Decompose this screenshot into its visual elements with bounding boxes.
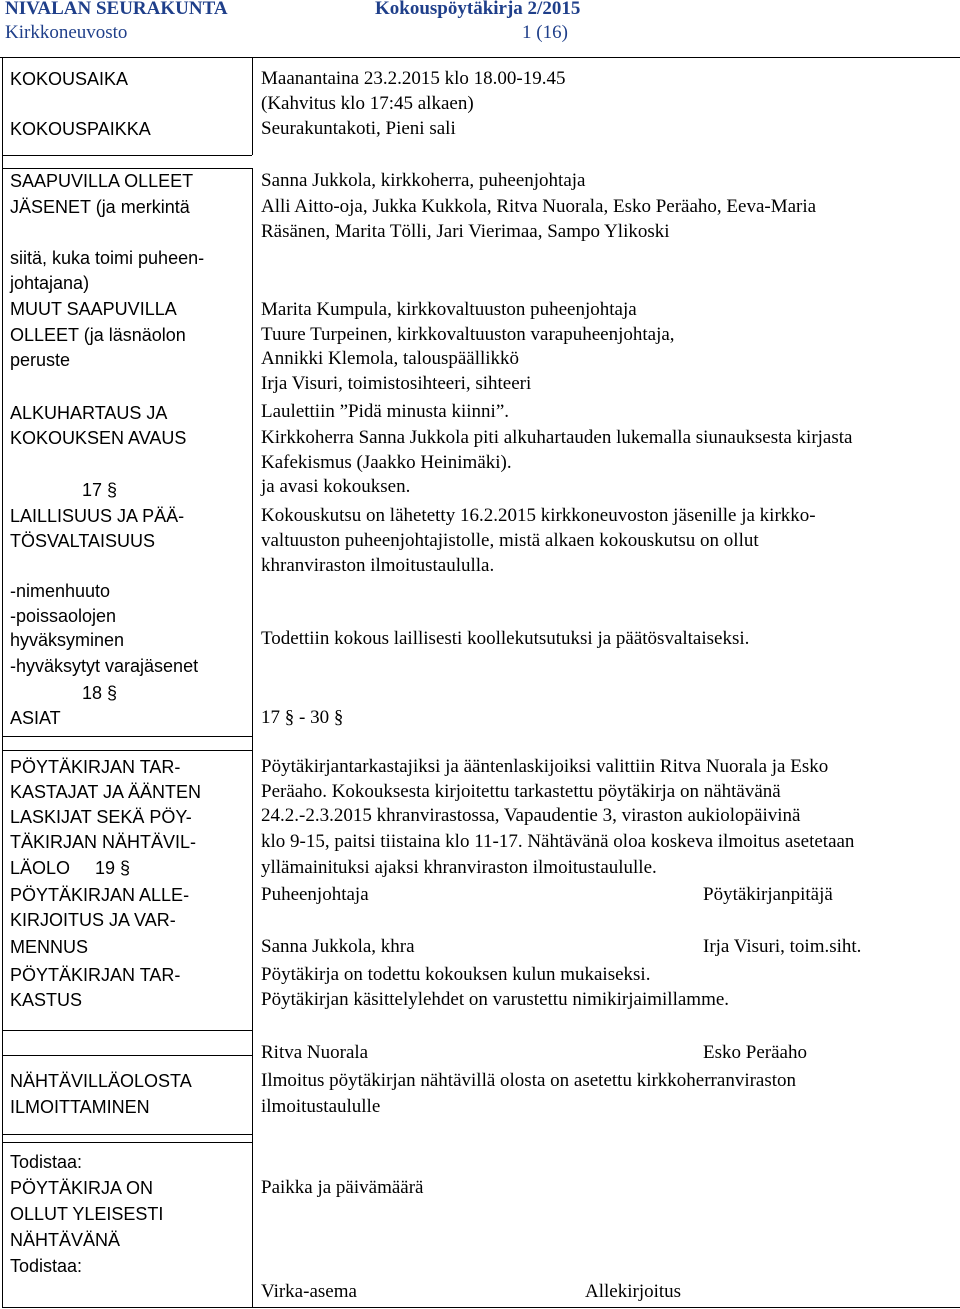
- section-label-legality: TÖSVALTAISUUS: [10, 531, 156, 551]
- reviewers-text: klo 9-15, paitsi tiistaina klo 11-17. Nähtävänä oloa koskeva ilmoitus asetetaan: [261, 831, 855, 852]
- body-name: Kirkkoneuvosto: [5, 22, 128, 43]
- row-divider: [2, 1030, 252, 1031]
- section-label-public: NÄHTÄVÄNÄ: [10, 1230, 121, 1250]
- column-divider: [252, 57, 253, 155]
- section-label-public: PÖYTÄKIRJA ON: [10, 1178, 154, 1198]
- section-label-signature: PÖYTÄKIRJAN ALLE-: [10, 885, 190, 905]
- section-label-paikka: KOKOUSPAIKKA: [10, 119, 151, 139]
- items-range: 17 § - 30 §: [261, 707, 344, 728]
- attest-label: Todistaa:: [10, 1152, 83, 1172]
- section-label-legality: LAILLISUUS JA PÄÄ-: [10, 506, 185, 526]
- section-label-legality: -nimenhuuto: [10, 581, 111, 601]
- table-bottom-border: [2, 1307, 960, 1308]
- section-label-reviewers: KASTAJAT JA ÄÄNTEN: [10, 782, 202, 802]
- review-text: Pöytäkirjan käsittelylehdet on varustettu nimikirjaimillamme.: [261, 989, 730, 1010]
- present-members: Räsänen, Marita Tölli, Jari Vierimaa, Sampo Ylikoski: [261, 221, 670, 242]
- section-label-opening: ALKUHARTAUS JA: [10, 403, 168, 423]
- place-date-field: Paikka ja päivämäärä: [261, 1177, 424, 1198]
- legality-text: Kokouskutsu on lähetetty 16.2.2015 kirkkoneuvoston jäsenille ja kirkko-: [261, 505, 816, 526]
- section-label-items: ASIAT: [10, 708, 61, 728]
- meeting-place: Seurakuntakoti, Pieni sali: [261, 118, 456, 139]
- section-label-notice: NÄHTÄVILLÄOLOSTA: [10, 1071, 192, 1091]
- opening-text: Kafekismus (Jaakko Heinimäki).: [261, 452, 512, 473]
- row-divider: [2, 736, 252, 737]
- org-name: NIVALAN SEURAKUNTA: [5, 0, 228, 19]
- present-chair: Sanna Jukkola, kirkkoherra, puheenjohtaja: [261, 170, 586, 191]
- section-label-present: siitä, kuka toimi puheen-: [10, 248, 205, 268]
- signer-role-secretary: Pöytäkirjanpitäjä: [703, 884, 833, 905]
- coffee-time: (Kahvitus klo 17:45 alkaen): [261, 93, 474, 114]
- legality-text: valtuuston puheenjohtajistolle, mistä alkaen kokouskutsu on ollut: [261, 530, 759, 551]
- page-number: 1 (16): [522, 22, 568, 43]
- reviewers-text: Pöytäkirjantarkastajiksi ja ääntenlaskijoiksi valittiin Ritva Nuorala ja Esko: [261, 756, 829, 777]
- section-label-present: SAAPUVILLA OLLEET: [10, 171, 194, 191]
- section-label-reviewers: TÄKIRJAN NÄHTÄVIL-: [10, 832, 197, 852]
- row-divider: [2, 1134, 252, 1135]
- position-field: Virka-asema: [261, 1281, 357, 1302]
- reviewers-text: Peräaho. Kokouksesta kirjoitettu tarkastettu pöytäkirja on nähtävänä: [261, 781, 781, 802]
- reviewer-name-2: Esko Peräaho: [703, 1042, 807, 1063]
- legality-text: Todettiin kokous laillisesti koollekutsutuksi ja päätösvaltaiseksi.: [261, 628, 750, 649]
- section-label-others: OLLEET (ja läsnäolon: [10, 325, 186, 345]
- other-attendee: Annikki Klemola, talouspäällikkö: [261, 348, 520, 369]
- section-label-present: johtajana): [10, 273, 90, 293]
- section-number: 17 §: [82, 480, 118, 500]
- section-label-legality: -hyväksytyt varajäsenet: [10, 656, 199, 676]
- section-label-public: OLLUT YLEISESTI: [10, 1204, 164, 1224]
- other-attendee: Tuure Turpeinen, kirkkovaltuuston varapuheenjohtaja,: [261, 324, 675, 345]
- review-text: Pöytäkirja on todettu kokouksen kulun mukaiseksi.: [261, 964, 651, 985]
- section-label-review: PÖYTÄKIRJAN TAR-: [10, 965, 181, 985]
- row-divider: [2, 1055, 252, 1056]
- other-attendee: Irja Visuri, toimistosihteeri, sihteeri: [261, 373, 532, 394]
- reviewers-text: yllämainituksi ajaksi khranviraston ilmoitustaululle.: [261, 857, 657, 878]
- section-label-notice: ILMOITTAMINEN: [10, 1097, 150, 1117]
- section-label-legality: -poissaolojen: [10, 606, 117, 626]
- row-divider: [2, 1142, 252, 1143]
- section-label-signature: KIRJOITUS JA VAR-: [10, 910, 176, 930]
- section-label-present: JÄSENET (ja merkintä: [10, 197, 190, 217]
- section-label-signature: MENNUS: [10, 937, 89, 957]
- section-label-reviewers: PÖYTÄKIRJAN TAR-: [10, 757, 181, 777]
- notice-text: Ilmoitus pöytäkirjan nähtävillä olosta on asetettu kirkkoherranviraston: [261, 1070, 797, 1091]
- section-label-others: peruste: [10, 350, 71, 370]
- opening-text: ja avasi kokouksen.: [261, 476, 411, 497]
- section-label-aika: KOKOUSAIKA: [10, 69, 129, 89]
- notice-text: ilmoitustaululle: [261, 1096, 381, 1117]
- column-divider: [252, 168, 253, 1307]
- meeting-time: Maanantaina 23.2.2015 klo 18.00-19.45: [261, 68, 566, 89]
- opening-text: Kirkkoherra Sanna Jukkola piti alkuhartauden lukemalla siunauksesta kirjasta: [261, 427, 853, 448]
- opening-text: Laulettiin ”Pidä minusta kiinni”.: [261, 401, 510, 422]
- reviewers-text: 24.2.-2.3.2015 khranvirastossa, Vapaudentie 3, viraston aukiolopäivinä: [261, 805, 801, 826]
- present-members: Alli Aitto-oja, Jukka Kukkola, Ritva Nuorala, Esko Peräaho, Eeva-Maria: [261, 196, 817, 217]
- section-label-others: MUUT SAAPUVILLA: [10, 299, 177, 319]
- section-label-opening: KOKOUKSEN AVAUS: [10, 428, 187, 448]
- legality-text: khranviraston ilmoitustaululla.: [261, 555, 495, 576]
- document-title: Kokouspöytäkirja 2/2015: [375, 0, 581, 19]
- section-label-reviewers: LÄOLO 19 §: [10, 858, 131, 878]
- table-left-border: [2, 57, 3, 1307]
- section-label-legality: hyväksyminen: [10, 630, 125, 650]
- signer-name-chair: Sanna Jukkola, khra: [261, 936, 415, 957]
- row-divider: [2, 750, 252, 751]
- section-number: 18 §: [82, 683, 118, 703]
- row-divider: [2, 155, 252, 156]
- signer-role-chair: Puheenjohtaja: [261, 884, 369, 905]
- other-attendee: Marita Kumpula, kirkkovaltuuston puheenjohtaja: [261, 299, 637, 320]
- attest-label: Todistaa:: [10, 1256, 83, 1276]
- header-rule: [0, 57, 960, 58]
- signer-name-secretary: Irja Visuri, toim.siht.: [703, 936, 862, 957]
- section-label-review: KASTUS: [10, 990, 83, 1010]
- reviewer-name-1: Ritva Nuorala: [261, 1042, 369, 1063]
- signature-field: Allekirjoitus: [585, 1281, 682, 1302]
- section-label-reviewers: LASKIJAT SEKÄ PÖY-: [10, 807, 192, 827]
